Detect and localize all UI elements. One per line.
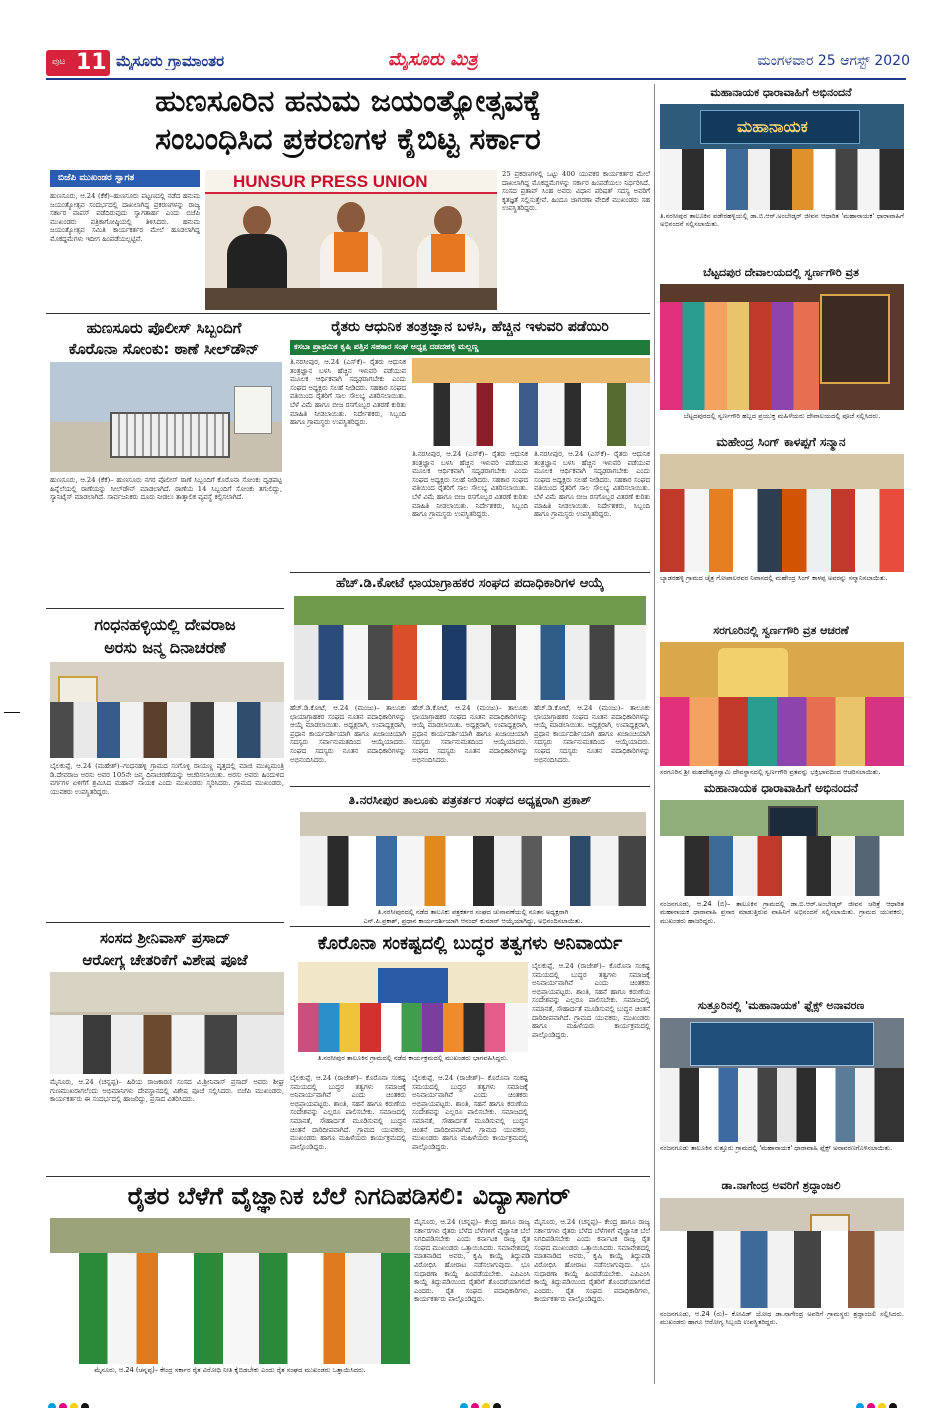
buddha-body-1: ಬೈಲಕುಪ್ಪೆ, ಆ.24 (ರಾಜೇಶ್)– ಕೊರೊನಾ ಸಂಕಷ್ಟ ಸಮಯದಲ್ಲಿ ಬುದ್ಧರ ತತ್ವಗಳು ಸಮಾಜಕ್ಕೆ ಅನಿವಾರ್ಯವಾಗಿವೆ ಎಂದು ಚಿಂತಕರು ಅಭಿಪ್ರಾಯಪಟ್ಟರು. ಶಾಂತಿ, ಸಹನೆ ಹಾಗೂ ಕರುಣೆಯ ಸಂದೇಶವನ್ನು ಎಲ್ಲರೂ ಪಾಲಿಸಬೇಕು. ಸಮಾಜದಲ್ಲಿ ಸಮಾನತೆ, ಸೌಹಾರ್ದತೆ ಮೂಡಿಸುವಲ್ಲಿ ಬುದ್ಧನ ಚಿಂತನೆ ದಾರಿದೀಪವಾಗಿದೆ. ಗ್ರಾಮದ ಯುವಕರು, ಮುಖಂಡರು ಹಾಗೂ ಮಹಿಳೆಯರು ಕಾರ್ಯಕ್ರಮದಲ್ಲಿ ಪಾಲ್ಗೊಂಡಿದ್ದರು. — [290, 1074, 406, 1151]
right-item-photo — [660, 104, 904, 210]
police-photo — [50, 362, 282, 472]
photographers-body-3: ಹೆಚ್.ಡಿ.ಕೋಟೆ, ಆ.24 (ಮಂಜು)– ತಾಲೂಕು ಛಾಯಾಗ್ರಾಹಕರ ಸಂಘದ ನೂತನ ಪದಾಧಿಕಾರಿಗಳನ್ನು ಆಯ್ಕೆ ಮಾಡಲಾಯಿತು. ಅಧ್ಯಕ್ಷರಾಗಿ, ಉಪಾಧ್ಯಕ್ಷರಾಗಿ, ಪ್ರಧಾನ ಕಾರ್ಯದರ್ಶಿಯಾಗಿ ಹಾಗೂ ಖಜಾಂಚಿಯಾಗಿ ಸದಸ್ಯರು ಸರ್ವಾನುಮತದಿಂದ ಆಯ್ಕೆಯಾದರು. ಸಂಘದ ಸದಸ್ಯರು ನೂತನ ಪದಾಧಿಕಾರಿಗಳನ್ನು ಅಭಿನಂದಿಸಿದರು. — [534, 704, 650, 764]
tv-screen — [768, 806, 818, 840]
right-item-photo — [660, 1198, 904, 1308]
prasad-headline-line-1: ಸಂಸದ ಶ್ರೀನಿವಾಸ್ ಪ್ರಸಾದ್ — [99, 929, 231, 947]
masthead-rule — [46, 78, 906, 80]
buddha-headline: ಕೊರೊನಾ ಸಂಕಷ್ಟದಲ್ಲಿ ಬುದ್ಧರ ತತ್ವಗಳು ಅನಿವಾರ್ಯ — [317, 933, 623, 954]
lead-headline-line-2: ಸಂಬಂಧಿಸಿದ ಪ್ರಕರಣಗಳ ಕೈಬಿಟ್ಟ ಸರ್ಕಾರ — [155, 122, 541, 157]
divider — [290, 786, 650, 787]
photographers-body-2: ಹೆಚ್.ಡಿ.ಕೋಟೆ, ಆ.24 (ಮಂಜು)– ತಾಲೂಕು ಛಾಯಾಗ್ರಾಹಕರ ಸಂಘದ ನೂತನ ಪದಾಧಿಕಾರಿಗಳನ್ನು ಆಯ್ಕೆ ಮಾಡಲಾಯಿತು. ಅಧ್ಯಕ್ಷರಾಗಿ, ಉಪಾಧ್ಯಕ್ಷರಾಗಿ, ಪ್ರಧಾನ ಕಾರ್ಯದರ್ಶಿಯಾಗಿ ಹಾಗೂ ಖಜಾಂಚಿಯಾಗಿ ಸದಸ್ಯರು ಸರ್ವಾನುಮತದಿಂದ ಆಯ್ಕೆಯಾದರು. ಸಂಘದ ಸದಸ್ಯರು ನೂತನ ಪದಾಧಿಕಾರಿಗಳನ್ನು ಅಭಿನಂದಿಸಿದರು. — [412, 704, 528, 764]
vidyasagar-photo — [50, 1218, 410, 1364]
right-item-caption: ಸರಗೂರಿನ ಶ್ರೀ ಮಹದೇಶ್ವರಸ್ವಾಮಿ ದೇವಸ್ಥಾನದಲ್ಲಿ ಸ್ವರ್ಣಗೌರಿ ವ್ರತವನ್ನು ಭಕ್ತಿಭಾವದಿಂದ ಆಚರಿಸಲಾಯಿತು. — [660, 768, 881, 776]
police-headline-line-1: ಹುಣಸೂರು ಪೊಲೀಸ್ ಸಿಬ್ಬಂದಿಗೆ — [86, 319, 242, 337]
print-registration-marks — [460, 1396, 580, 1408]
right-item-title: ಡಾ.ನಾಗೇಂದ್ರ ಅವರಿಗೆ ಶ್ರದ್ಧಾಂಜಲಿ — [721, 1179, 841, 1192]
divider — [46, 1176, 650, 1177]
issue-date: ಮಂಗಳವಾರ 25 ಆಗಸ್ಟ್ 2020 — [757, 53, 910, 69]
right-item-title: ಸುತ್ತೂರಿನಲ್ಲಿ 'ಮಹಾನಾಯಕ' ಫ್ಲೆಕ್ಸ್ ಅನಾವರಣ — [697, 999, 865, 1012]
lead-kicker — [50, 170, 200, 187]
print-registration-marks — [856, 1396, 916, 1408]
press-union-banner — [205, 170, 497, 194]
farmers-tech-kicker-text: ಕಸಬಾ ಪ್ರಾಥಮಿಕ ಕೃಷಿ ಪತ್ತಿನ ಸಹಕಾರ ಸಂಘ ಅಧ್ಯಕ್ಷ ದಡದಹಳ್ಳಿ ಮಲ್ಲಣ್ಣ — [294, 342, 479, 351]
prasad-headline-line-2: ಆರೋಗ್ಯ ಚೇತರಿಕೆಗೆ ವಿಶೇಷ ಪೂಜೆ — [82, 951, 248, 969]
divider — [46, 922, 284, 923]
crop-mark — [4, 712, 20, 713]
right-item-caption: ತಿ.ನರಸೀಪುರ ತಾಲೂಕಿನ ವಡೇರಹಳ್ಳಿಯಲ್ಲಿ ಡಾ.ಬಿ.ಆರ್.ಅಂಬೇಡ್ಕರ್ ಜೀವನ ಆಧಾರಿತ 'ಮಹಾನಾಯಕ' ಧಾರಾವಾಹಿಗೆ ಅಭಿನಂದನೆ ಸಲ್ಲಿಸಲಾಯಿತು. — [660, 212, 904, 229]
police-body: ಹುಣಸೂರು, ಆ.24 (ಕೆಕೆ)– ಹುಣಸೂರು ನಗರ ಪೊಲೀಸ್ ಠಾಣೆ ಸಿಬ್ಬಂದಿಗೆ ಕೊರೊನಾ ಸೋಂಕು ದೃಢಪಟ್ಟ ಹಿನ್ನೆಲೆಯಲ್ಲಿ ಠಾಣೆಯನ್ನು ಸೀಲ್‌ಡೌನ್ ಮಾಡಲಾಗಿದೆ. ಠಾಣೆಯ 14 ಸಿಬ್ಬಂದಿಗೆ ಸೋಂಕು ತಗುಲಿದ್ದು, ಸ್ಯಾನಿಟೈಸ್ ಮಾಡಲಾಗಿದೆ. ಸಾರ್ವಜನಿಕರು ದೂರು ನೀಡಲು ತಾತ್ಕಾಲಿಕ ವ್ಯವಸ್ಥೆ ಕಲ್ಪಿಸಲಾಗಿದೆ. — [50, 476, 282, 502]
devaraja-headline-line-1: ಗಂಧನಹಳ್ಳಿಯಲ್ಲಿ ದೇವರಾಜ — [94, 615, 236, 634]
lead-photo — [205, 170, 497, 310]
masthead-logo: ಮೈಸೂರು ಮಿತ್ರ — [388, 49, 478, 70]
stage-backdrop — [660, 454, 904, 494]
lead-body-left: ಹುಣಸೂರು, ಆ.24 (ಕೆಕೆ)–ಹುಣಸೂರು ಪಟ್ಟಣದಲ್ಲಿ ನಡೆದ ಹನುಮ ಜಯಂತ್ಯೋತ್ಸವ ಸಂದರ್ಭದಲ್ಲಿ ದಾಖಲಾಗಿದ್ದ ಪ್ರಕರಣಗಳನ್ನು ರಾಜ್ಯ ಸರ್ಕಾರ ವಾಪಸ್ ಪಡೆದಿರುವುದು ಸ್ವಾಗತಾರ್ಹ ಎಂದು ಬಿಜೆಪಿ ಮುಖಂಡರು ಪತ್ರಿಕಾಗೋಷ್ಠಿಯಲ್ಲಿ ತಿಳಿಸಿದರು. ಹನುಮ ಜಯಂತ್ಯೋತ್ಸವ ಸಮಿತಿ ಕಾರ್ಯಕರ್ತರ ಮೇಲೆ ಹೂಡಲಾಗಿದ್ದ ಮೊಕದ್ದಮೆಗಳು ಇದೀಗ ಹಿಂಪಡೆಯಲ್ಪಟ್ಟಿವೆ. — [50, 192, 200, 243]
right-item-caption: ನಂಜನಗೂಡು ತಾಲೂಕಿನ ಸುತ್ತೂರು ಗ್ರಾಮದಲ್ಲಿ 'ಮಹಾನಾಯಕ' ಧಾರಾವಾಹಿ ಫ್ಲೆಕ್ಸ್ ಅನಾವರಣಗೊಳಿಸಲಾಯಿತು. — [660, 1144, 893, 1152]
masthead — [0, 0, 945, 80]
crowd — [50, 702, 284, 758]
prakash-caption-2: ಎನ್.ಪಿ.ಪ್ರಕಾಶ್, ಪ್ರಧಾನ ಕಾರ್ಯದರ್ಶಿಯಾಗಿ ಆನಂದ್ ಕುಮಾರ್ ಆಯ್ಕೆಯಾಗಿದ್ದು, ಅಭಿನಂದಿಸಲಾಯಿತು. — [363, 917, 583, 925]
page-number: 11 — [76, 50, 107, 75]
flex-banner — [690, 1022, 874, 1066]
farmers-tech-photo — [412, 358, 650, 446]
page-number-badge — [46, 50, 110, 76]
column-divider — [654, 84, 655, 1384]
lead-kicker-text: ಬಿಜೆಪಿ ಮುಖಂಡರ ಸ್ವಾಗತ — [58, 173, 135, 183]
photographers-photo — [294, 596, 646, 700]
divider — [290, 926, 650, 927]
photographers-headline: ಹೆಚ್.ಡಿ.ಕೋಟೆ ಛಾಯಾಗ್ರಾಹಕರ ಸಂಘದ ಪದಾಧಿಕಾರಿಗಳ ಆಯ್ಕೆ — [336, 576, 604, 591]
crowd — [660, 1231, 904, 1308]
right-item-photo — [660, 1018, 904, 1142]
crowd — [50, 1253, 410, 1364]
police-headline-line-2: ಕೊರೊನಾ ಸೋಂಕು: ಠಾಣೆ ಸೀಲ್‌ಡೌನ್ — [68, 340, 260, 358]
right-item-title: ಮಹಾನಾಯಕ ಧಾರಾವಾಹಿಗೆ ಅಭಿನಂದನೆ — [658, 778, 904, 798]
vidyasagar-body-2: ಮೈಸೂರು, ಆ.24 (ಚನ್ನಪ್ಪ)– ಕೇಂದ್ರ ಹಾಗೂ ರಾಜ್ಯ ಸರ್ಕಾರಗಳು ರೈತರು ಬೆಳೆದ ಬೆಳೆಗಳಿಗೆ ವೈಜ್ಞಾನಿಕ ಬೆಲೆ ನಿಗದಿಪಡಿಸಬೇಕು ಎಂದು ಕರ್ನಾಟಕ ರಾಜ್ಯ ರೈತ ಸಂಘದ ಮುಖಂಡರು ಒತ್ತಾಯಿಸಿದರು. ಸಮಾವೇಶದಲ್ಲಿ ಮಾತನಾಡಿದ ಅವರು, ಕೃಷಿ ಕಾಯ್ದೆ ತಿದ್ದುಪಡಿ ವಿರೋಧಿಸಿ ಹೋರಾಟ ನಡೆಸಲಾಗುವುದು. ಭೂ ಸುಧಾರಣಾ ಕಾಯ್ದೆ ಹಿಂಪಡೆಯಬೇಕು. ಎಪಿಎಂಸಿ ಕಾಯ್ದೆ ತಿದ್ದುಪಡಿಯಿಂದ ರೈತರಿಗೆ ತೊಂದರೆಯಾಗಲಿದೆ ಎಂದರು. ರೈತ ಸಂಘದ ಪದಾಧಿಕಾರಿಗಳು, ಕಾರ್ಯಕರ್ತರು ಪಾಲ್ಗೊಂಡಿದ್ದರು. — [534, 1218, 650, 1304]
press-table — [205, 288, 497, 310]
crowd — [660, 149, 904, 210]
section-name: ಮೈಸೂರು ಗ್ರಾಮಾಂತರ — [116, 52, 225, 70]
right-item-photo — [660, 454, 904, 572]
devaraja-photo — [50, 662, 284, 758]
crowd — [660, 836, 904, 896]
right-item-title: ಸರಗೂರಿನಲ್ಲಿ ಸ್ವರ್ಣಗೌರಿ ವ್ರತ ಆಚರಣೆ — [713, 624, 849, 637]
divider — [290, 572, 650, 573]
right-item-photo — [660, 642, 904, 766]
buddha-photo-caption: ತಿ.ನರಸೀಪುರ ತಾಲೂಕಿನ ಗ್ರಾಮದಲ್ಲಿ ನಡೆದ ಕಾರ್ಯಕ್ರಮದಲ್ಲಿ ಮುಖಂಡರು ಭಾಗವಹಿಸಿದ್ದರು. — [317, 1054, 509, 1062]
buddha-body-right: ಬೈಲಕುಪ್ಪೆ, ಆ.24 (ರಾಜೇಶ್)– ಕೊರೊನಾ ಸಂಕಷ್ಟ ಸಮಯದಲ್ಲಿ ಬುದ್ಧರ ತತ್ವಗಳು ಸಮಾಜಕ್ಕೆ ಅನಿವಾರ್ಯವಾಗಿವೆ ಎಂದು ಚಿಂತಕರು ಅಭಿಪ್ರಾಯಪಟ್ಟರು. ಶಾಂತಿ, ಸಹನೆ ಹಾಗೂ ಕರುಣೆಯ ಸಂದೇಶವನ್ನು ಎಲ್ಲರೂ ಪಾಲಿಸಬೇಕು. ಸಮಾಜದಲ್ಲಿ ಸಮಾನತೆ, ಸೌಹಾರ್ದತೆ ಮೂಡಿಸುವಲ್ಲಿ ಬುದ್ಧನ ಚಿಂತನೆ ದಾರಿದೀಪವಾಗಿದೆ. ಗ್ರಾಮದ ಯುವಕರು, ಮುಖಂಡರು ಹಾಗೂ ಮಹಿಳೆಯರು ಕಾರ್ಯಕ್ರಮದಲ್ಲಿ ಪಾಲ್ಗೊಂಡಿದ್ದರು. — [532, 962, 650, 1039]
right-item-caption: ಬೆಟ್ಟದಪುರದಲ್ಲಿ ಸ್ವರ್ಣಗೌರಿ ಹಬ್ಬದ ಪ್ರಯುಕ್ತ ಮಹಿಳೆಯರು ದೇವಾಲಯದಲ್ಲಿ ಪೂಜೆ ಸಲ್ಲಿಸಿದರು. — [683, 412, 881, 420]
farmers-tech-headline: ರೈತರು ಆಧುನಿಕ ತಂತ್ರಜ್ಞಾನ ಬಳಸಿ, ಹೆಚ್ಚಿನ ಇಳುವರಿ ಪಡೆಯಿರಿ — [331, 319, 609, 335]
vidyasagar-caption: ಮೈಸೂರು, ಆ.24 (ಚನ್ನಪ್ಪ)– ಕೇಂದ್ರ ಸರ್ಕಾರ ರೈತ ವಿರೋಧಿ ನೀತಿ ಕೈಬಿಡಬೇಕು ಎಂದು ರೈತ ಸಂಘದ ಮುಖಂಡರು ಒತ್ತಾಯಿಸಿದರು. — [94, 1366, 366, 1374]
buddha-photo — [298, 962, 528, 1052]
shrine — [820, 294, 890, 384]
sealdown-notice — [234, 386, 272, 434]
right-item-photo — [660, 800, 904, 896]
press-union-banner-text: HUNSUR PRESS UNION — [233, 172, 428, 191]
farmers-tech-kicker — [290, 340, 650, 355]
right-item-title: ಬೆಟ್ಟದಪುರ ದೇವಾಲಯದಲ್ಲಿ ಸ್ವರ್ಣಗೌರಿ ವ್ರತ — [703, 266, 859, 279]
crowd — [300, 836, 646, 907]
crowd — [50, 1015, 284, 1074]
right-item-caption: ನಂಜನಗೂಡು, ಆ.24 (ರು)– ಕೋವಿಡ್ ಯೋಧ ಡಾ.ನಾಗೇಂದ್ರ ಅವರಿಗೆ ಗ್ರಾಮಸ್ಥರು ಶ್ರದ್ಧಾಂಜಲಿ ಸಲ್ಲಿಸಿದರು. ಮುಖಂಡರು ಹಾಗೂ ಆರೋಗ್ಯ ಸಿಬ್ಬಂದಿ ಉಪಸ್ಥಿತರಿದ್ದರು. — [660, 1310, 904, 1327]
temple-pillar — [50, 972, 284, 1012]
farmers-tech-body-3: ತಿ.ನರಸೀಪುರ, ಆ.24 (ಎಸ್‌ಕೆ)– ರೈತರು ಆಧುನಿಕ ತಂತ್ರಜ್ಞಾನ ಬಳಸಿ ಹೆಚ್ಚಿನ ಇಳುವರಿ ಪಡೆಯುವ ಮೂಲಕ ಆರ್ಥಿಕವಾಗಿ ಸದೃಢರಾಗಬೇಕು ಎಂದು ಸಂಘದ ಅಧ್ಯಕ್ಷರು ಸಲಹೆ ನೀಡಿದರು. ಸಹಕಾರ ಸಂಘದ ವತಿಯಿಂದ ರೈತರಿಗೆ ಸಾಲ ಸೌಲಭ್ಯ ವಿತರಿಸಲಾಯಿತು. ಬೆಳೆ ವಿಮೆ ಹಾಗೂ ಬೀಜ ರಸಗೊಬ್ಬರ ವಿತರಣೆ ಕುರಿತು ಮಾಹಿತಿ ನೀಡಲಾಯಿತು. ನಿರ್ದೇಶಕರು, ಸಿಬ್ಬಂದಿ ಹಾಗೂ ಗ್ರಾಮಸ್ಥರು ಉಪಸ್ಥಿತರಿದ್ದರು. — [534, 450, 650, 519]
crowd — [660, 1068, 904, 1142]
right-item-caption: ಬ್ಯಾಡರಹಳ್ಳಿ ಗ್ರಾಮದ ಚೈತ್ರ ಗೋಪಾಲರವರ ನಿವಾಸದಲ್ಲಿ ಮಹೇಂದ್ರ ಸಿಂಗ್ ಕಾಳಪ್ಪ ಅವರನ್ನು ಸನ್ಮಾನಿಸಲಾಯಿತು. — [660, 574, 888, 582]
crowd — [660, 697, 904, 766]
photographers-body-1: ಹೆಚ್.ಡಿ.ಕೋಟೆ, ಆ.24 (ಮಂಜು)– ತಾಲೂಕು ಛಾಯಾಗ್ರಾಹಕರ ಸಂಘದ ನೂತನ ಪದಾಧಿಕಾರಿಗಳನ್ನು ಆಯ್ಕೆ ಮಾಡಲಾಯಿತು. ಅಧ್ಯಕ್ಷರಾಗಿ, ಉಪಾಧ್ಯಕ್ಷರಾಗಿ, ಪ್ರಧಾನ ಕಾರ್ಯದರ್ಶಿಯಾಗಿ ಹಾಗೂ ಖಜಾಂಚಿಯಾಗಿ ಸದಸ್ಯರು ಸರ್ವಾನುಮತದಿಂದ ಆಯ್ಕೆಯಾದರು. ಸಂಘದ ಸದಸ್ಯರು ನೂತನ ಪದಾಧಿಕಾರಿಗಳನ್ನು ಅಭಿನಂದಿಸಿದರು. — [290, 704, 406, 764]
right-item-caption: ನಂಜನಗೂಡು, ಆ.24 (ಬಿ)– ತಾಲೂಕಿನ ಗ್ರಾಮದಲ್ಲಿ ಡಾ.ಬಿ.ಆರ್.ಅಂಬೇಡ್ಕರ್ ಜೀವನ ಚರಿತ್ರೆ ಆಧಾರಿತ ಮಹಾನಾಯಕ ಧಾರಾವಾಹಿ ಪ್ರಸಾರ ಮಾಡುತ್ತಿರುವ ವಾಹಿನಿಗೆ ಅಭಿನಂದನೆ ಸಲ್ಲಿಸಲಾಯಿತು. ಗ್ರಾಮದ ಯುವಕರು, ಮುಖಂಡರು ಹಾಜರಿದ್ದರು. — [660, 900, 904, 925]
devaraja-body: ಬೈಲಕುಪ್ಪೆ, ಆ.24 (ಮಹೇಶ್)–ಗಂಧನಹಳ್ಳಿ ಗ್ರಾಮದ ಸಂಗೊಳ್ಳಿ ರಾಯಣ್ಣ ವೃತ್ತದಲ್ಲಿ ಮಾಜಿ ಮುಖ್ಯಮಂತ್ರಿ ಡಿ.ದೇವರಾಜ ಅರಸು ಅವರ 105ನೇ ಜನ್ಮ ದಿನಾಚರಣೆಯನ್ನು ಆಚರಿಸಲಾಯಿತು. ಅರಸು ಅವರು ಹಿಂದುಳಿದ ವರ್ಗಗಳ ಏಳಿಗೆಗೆ ಶ್ರಮಿಸಿದ ಮಹಾನ್ ನಾಯಕ ಎಂದು ಮುಖಂಡರು ಸ್ಮರಿಸಿದರು. ಗ್ರಾಮದ ಮುಖಂಡರು, ಯುವಕರು ಉಪಸ್ಥಿತರಿದ್ದರು. — [50, 762, 284, 796]
crowd — [294, 625, 646, 700]
right-item-title: ಮಹೇಂದ್ರ ಸಿಂಗ್ ಕಾಳಪ್ಪಗೆ ಸನ್ಮಾನ — [716, 435, 846, 449]
vidyasagar-body-1: ಮೈಸೂರು, ಆ.24 (ಚನ್ನಪ್ಪ)– ಕೇಂದ್ರ ಹಾಗೂ ರಾಜ್ಯ ಸರ್ಕಾರಗಳು ರೈತರು ಬೆಳೆದ ಬೆಳೆಗಳಿಗೆ ವೈಜ್ಞಾನಿಕ ಬೆಲೆ ನಿಗದಿಪಡಿಸಬೇಕು ಎಂದು ಕರ್ನಾಟಕ ರಾಜ್ಯ ರೈತ ಸಂಘದ ಮುಖಂಡರು ಒತ್ತಾಯಿಸಿದರು. ಸಮಾವೇಶದಲ್ಲಿ ಮಾತನಾಡಿದ ಅವರು, ಕೃಷಿ ಕಾಯ್ದೆ ತಿದ್ದುಪಡಿ ವಿರೋಧಿಸಿ ಹೋರಾಟ ನಡೆಸಲಾಗುವುದು. ಭೂ ಸುಧಾರಣಾ ಕಾಯ್ದೆ ಹಿಂಪಡೆಯಬೇಕು. ಎಪಿಎಂಸಿ ಕಾಯ್ದೆ ತಿದ್ದುಪಡಿಯಿಂದ ರೈತರಿಗೆ ತೊಂದರೆಯಾಗಲಿದೆ ಎಂದರು. ರೈತ ಸಂಘದ ಪದಾಧಿಕಾರಿಗಳು, ಕಾರ್ಯಕರ್ತರು ಪಾಲ್ಗೊಂಡಿದ್ದರು. — [414, 1218, 530, 1304]
crowd — [298, 1003, 528, 1053]
print-registration-marks — [48, 1396, 168, 1408]
farmers-tech-body-2: ತಿ.ನರಸೀಪುರ, ಆ.24 (ಎಸ್‌ಕೆ)– ರೈತರು ಆಧುನಿಕ ತಂತ್ರಜ್ಞಾನ ಬಳಸಿ ಹೆಚ್ಚಿನ ಇಳುವರಿ ಪಡೆಯುವ ಮೂಲಕ ಆರ್ಥಿಕವಾಗಿ ಸದೃಢರಾಗಬೇಕು ಎಂದು ಸಂಘದ ಅಧ್ಯಕ್ಷರು ಸಲಹೆ ನೀಡಿದರು. ಸಹಕಾರ ಸಂಘದ ವತಿಯಿಂದ ರೈತರಿಗೆ ಸಾಲ ಸೌಲಭ್ಯ ವಿತರಿಸಲಾಯಿತು. ಬೆಳೆ ವಿಮೆ ಹಾಗೂ ಬೀಜ ರಸಗೊಬ್ಬರ ವಿತರಣೆ ಕುರಿತು ಮಾಹಿತಿ ನೀಡಲಾಯಿತು. ನಿರ್ದೇಶಕರು, ಸಿಬ್ಬಂದಿ ಹಾಗೂ ಗ್ರಾಮಸ್ಥರು ಉಪಸ್ಥಿತರಿದ್ದರು. — [412, 450, 528, 519]
divider — [46, 313, 650, 314]
prakash-caption-1: ತಿ.ನರಸೀಪುರದಲ್ಲಿ ನಡೆದ ತಾಲೂಕು ಪತ್ರಕರ್ತರ ಸಂಘದ ಚುನಾವಣೆಯಲ್ಲಿ ನೂತನ ಅಧ್ಯಕ್ಷರಾಗಿ — [377, 908, 569, 916]
divider — [46, 608, 284, 609]
barricade — [110, 412, 230, 458]
prakash-headline: ತಿ.ನರಸೀಪುರ ತಾಲೂಕು ಪತ್ರಕರ್ತರ ಸಂಘದ ಅಧ್ಯಕ್ಷರಾಗಿ ಪ್ರಕಾಶ್ — [348, 793, 592, 807]
right-item-photo — [660, 284, 904, 410]
vidyasagar-headline: ರೈತರ ಬೆಳೆಗೆ ವೈಜ್ಞಾನಿಕ ಬೆಲೆ ನಿಗದಿಪಡಿಸಲಿ: ವಿದ್ಯಾಸಾಗರ್ — [127, 1182, 571, 1210]
farmers-tech-body-1: ತಿ.ನರಸೀಪುರ, ಆ.24 (ಎಸ್‌ಕೆ)– ರೈತರು ಆಧುನಿಕ ತಂತ್ರಜ್ಞಾನ ಬಳಸಿ ಹೆಚ್ಚಿನ ಇಳುವರಿ ಪಡೆಯುವ ಮೂಲಕ ಆರ್ಥಿಕವಾಗಿ ಸದೃಢರಾಗಬೇಕು ಎಂದು ಸಂಘದ ಅಧ್ಯಕ್ಷರು ಸಲಹೆ ನೀಡಿದರು. ಸಹಕಾರ ಸಂಘದ ವತಿಯಿಂದ ರೈತರಿಗೆ ಸಾಲ ಸೌಲಭ್ಯ ವಿತರಿಸಲಾಯಿತು. ಬೆಳೆ ವಿಮೆ ಹಾಗೂ ಬೀಜ ರಸಗೊಬ್ಬರ ವಿತರಣೆ ಕುರಿತು ಮಾಹಿತಿ ನೀಡಲಾಯಿತು. ನಿರ್ದೇಶಕರು, ಸಿಬ್ಬಂದಿ ಹಾಗೂ ಗ್ರಾಮಸ್ಥರು ಉಪಸ್ಥಿತರಿದ್ದರು. — [290, 358, 406, 427]
crowd — [412, 383, 650, 446]
lead-body-right: 25 ಪ್ರಕರಣಗಳಲ್ಲಿ ಒಟ್ಟು 400 ಯುವಕರ ಕಾರ್ಯಕರ್ತರ ಮೇಲೆ ದಾಖಲಾಗಿದ್ದ ಮೊಕದ್ದಮೆಗಳನ್ನು ಸರ್ಕಾರ ಹಿಂಪಡೆಯಲು ನಿರ್ಧರಿಸಿದೆ. ಸಂಸದ ಪ್ರತಾಪ್ ಸಿಂಹ ಅವರು ವಿಧಾನ ಪರಿಷತ್ ಸದಸ್ಯ ಅವರಿಗೆ ಕೃತಜ್ಞತೆ ಸಲ್ಲಿಸುತ್ತೇವೆ. ಹಿಂದೂ ಜಾಗರಣಾ ವೇದಿಕೆ ಮುಖಂಡರು ಸಹ ಉಪಸ್ಥಿತರಿದ್ದರು. — [502, 170, 650, 213]
prasad-photo — [50, 972, 284, 1074]
mahanayaka-banner-text: ಮಹಾನಾಯಕ — [737, 117, 808, 136]
prakash-photo — [300, 812, 646, 906]
page-label: ಪುಟ — [52, 57, 66, 67]
prasad-body: ಮೈಸೂರು, ಆ.24 (ಚನ್ನಪ್ಪ)– ಹಿರಿಯ ರಾಜಕಾರಣಿ ಸಂಸದ ವಿ.ಶ್ರೀನಿವಾಸ್ ಪ್ರಸಾದ್ ಅವರು ಶೀಘ್ರ ಗುಣಮುಖರಾಗಲೆಂದು ಅಭಿಮಾನಿಗಳು ದೇವಸ್ಥಾನದಲ್ಲಿ ವಿಶೇಷ ಪೂಜೆ ಸಲ್ಲಿಸಿದರು. ಬಿಜೆಪಿ ಮುಖಂಡರು, ಕಾರ್ಯಕರ್ತರು ಈ ಸಂದರ್ಭದಲ್ಲಿ ಹಾಜರಿದ್ದು, ಪ್ರಸಾದ ವಿತರಿಸಿದರು. — [50, 1078, 284, 1104]
mahanayaka-banner — [700, 110, 860, 144]
lead-headline-line-1: ಹುಣಸೂರಿನ ಹನುಮ ಜಯಂತ್ಯೋತ್ಸವಕ್ಕೆ — [155, 84, 541, 119]
crowd — [660, 302, 819, 410]
buddha-body-2: ಬೈಲಕುಪ್ಪೆ, ಆ.24 (ರಾಜೇಶ್)– ಕೊರೊನಾ ಸಂಕಷ್ಟ ಸಮಯದಲ್ಲಿ ಬುದ್ಧರ ತತ್ವಗಳು ಸಮಾಜಕ್ಕೆ ಅನಿವಾರ್ಯವಾಗಿವೆ ಎಂದು ಚಿಂತಕರು ಅಭಿಪ್ರಾಯಪಟ್ಟರು. ಶಾಂತಿ, ಸಹನೆ ಹಾಗೂ ಕರುಣೆಯ ಸಂದೇಶವನ್ನು ಎಲ್ಲರೂ ಪಾಲಿಸಬೇಕು. ಸಮಾಜದಲ್ಲಿ ಸಮಾನತೆ, ಸೌಹಾರ್ದತೆ ಮೂಡಿಸುವಲ್ಲಿ ಬುದ್ಧನ ಚಿಂತನೆ ದಾರಿದೀಪವಾಗಿದೆ. ಗ್ರಾಮದ ಯುವಕರು, ಮುಖಂಡರು ಹಾಗೂ ಮಹಿಳೆಯರು ಕಾರ್ಯಕ್ರಮದಲ್ಲಿ ಪಾಲ್ಗೊಂಡಿದ್ದರು. — [412, 1074, 528, 1151]
crowd — [660, 489, 904, 572]
right-item-title: ಮಹಾನಾಯಕ ಧಾರಾವಾಹಿಗೆ ಅಭಿನಂದನೆ — [710, 86, 852, 99]
devaraja-headline-line-2: ಅರಸು ಜನ್ಮ ದಿನಾಚರಣೆ — [104, 638, 226, 657]
